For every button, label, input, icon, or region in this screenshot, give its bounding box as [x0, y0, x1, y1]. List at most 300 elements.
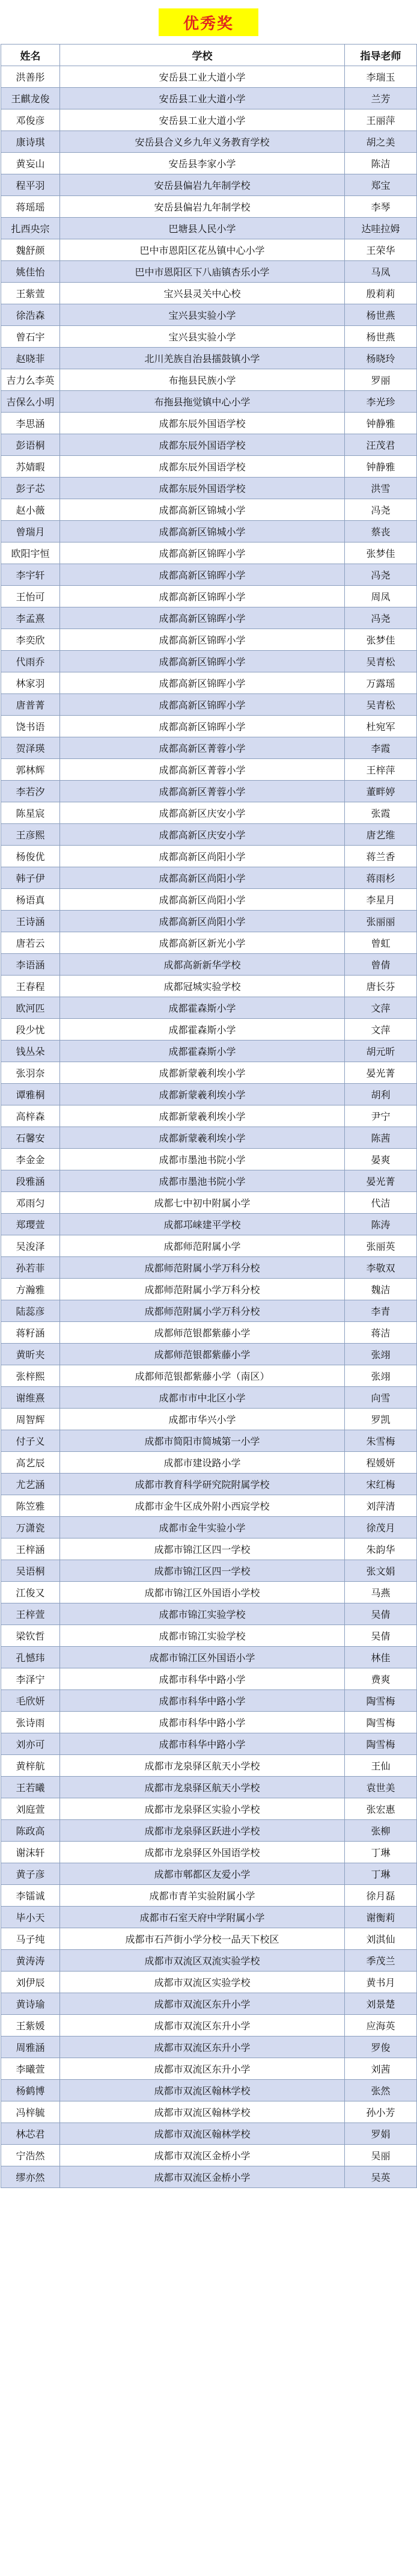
teacher-cell: 李霞 — [345, 737, 417, 759]
student-name-cell: 王怡可 — [1, 586, 60, 607]
student-name-cell: 张羽奈 — [1, 1062, 60, 1084]
table-row — [1, 846, 417, 867]
student-name-cell: 黄子彦 — [1, 1863, 60, 1885]
student-name-cell: 扎西央宗 — [1, 218, 60, 239]
student-name-cell: 周智辉 — [1, 1409, 60, 1430]
teacher-cell: 杨世燕 — [345, 304, 417, 326]
student-name-cell: 刘庭萱 — [1, 1798, 60, 1820]
table-row — [1, 88, 417, 109]
table-row — [1, 478, 417, 499]
table-row — [1, 456, 417, 478]
student-name-cell: 钱丛朵 — [1, 1041, 60, 1062]
school-cell: 成都高新区尚阳小学 — [60, 889, 345, 911]
teacher-cell: 达哇拉姆 — [345, 218, 417, 239]
table-row — [1, 1755, 417, 1777]
teacher-cell: 吴倩 — [345, 1625, 417, 1647]
table-row — [1, 1105, 417, 1127]
table-row — [1, 1062, 417, 1084]
teacher-cell: 应海英 — [345, 2015, 417, 2037]
table-row — [1, 261, 417, 283]
table-row — [1, 521, 417, 543]
teacher-cell: 胡之美 — [345, 131, 417, 153]
table-row — [1, 932, 417, 954]
school-cell: 成都市双流区东升小学 — [60, 1993, 345, 2015]
student-name-cell: 黄涛涛 — [1, 1950, 60, 1972]
teacher-cell: 张翊 — [345, 1344, 417, 1365]
school-cell: 成都市建设路小学 — [60, 1452, 345, 1474]
student-name-cell: 王麒龙俊 — [1, 88, 60, 109]
school-cell: 成都高新区锦晖小学 — [60, 607, 345, 629]
school-cell: 成都市龙泉驿区跃进小学校 — [60, 1820, 345, 1842]
student-name-cell: 彭语桐 — [1, 434, 60, 456]
school-cell: 成都市双流区双流实验学校 — [60, 1950, 345, 1972]
table-row — [1, 2015, 417, 2037]
school-cell: 安岳县工业大道小学 — [60, 88, 345, 109]
school-cell: 成都冠城实验学校 — [60, 976, 345, 997]
school-cell: 安岳县偏岩九年制学校 — [60, 174, 345, 196]
teacher-cell: 王丽萍 — [345, 109, 417, 131]
teacher-cell: 吴丽 — [345, 2145, 417, 2166]
student-name-cell: 梁钦哲 — [1, 1625, 60, 1647]
table-row — [1, 1344, 417, 1365]
school-cell: 安岳县李家小学 — [60, 153, 345, 174]
student-name-cell: 蒋籽涵 — [1, 1322, 60, 1344]
table-row — [1, 391, 417, 413]
school-cell: 成都高新区锦晖小学 — [60, 694, 345, 716]
teacher-cell: 殷莉莉 — [345, 283, 417, 304]
table-row — [1, 1539, 417, 1560]
teacher-cell: 李光珍 — [345, 391, 417, 413]
table-row — [1, 1928, 417, 1950]
teacher-cell: 蔡丧 — [345, 521, 417, 543]
table-row — [1, 889, 417, 911]
school-cell: 成都高新新华学校 — [60, 954, 345, 976]
school-cell: 成都高新区锦晖小学 — [60, 672, 345, 694]
school-cell: 成都高新区锦晖小学 — [60, 716, 345, 737]
student-name-cell: 林芯君 — [1, 2123, 60, 2145]
table-row — [1, 2058, 417, 2080]
header-teacher: 指导老师 — [345, 45, 417, 66]
teacher-cell: 徐月磊 — [345, 1885, 417, 1907]
school-cell: 成都高新区菁蓉小学 — [60, 759, 345, 781]
student-name-cell: 高艺辰 — [1, 1452, 60, 1474]
school-cell: 成都市双流区翰林学校 — [60, 2080, 345, 2101]
school-cell: 成都市锦江实验学校 — [60, 1625, 345, 1647]
student-name-cell: 谭雅桐 — [1, 1084, 60, 1105]
student-name-cell: 张梓熙 — [1, 1365, 60, 1387]
teacher-cell: 杜宛军 — [345, 716, 417, 737]
student-name-cell: 苏婧暇 — [1, 456, 60, 478]
table-row — [1, 1214, 417, 1235]
teacher-cell: 蒋洁 — [345, 1322, 417, 1344]
table-row — [1, 1972, 417, 1993]
student-name-cell: 刘亦可 — [1, 1733, 60, 1755]
student-name-cell: 王紫萱 — [1, 283, 60, 304]
teacher-cell: 吴倩 — [345, 1603, 417, 1625]
table-row — [1, 1777, 417, 1798]
student-name-cell: 刘伊辰 — [1, 1972, 60, 1993]
student-name-cell: 赵小薇 — [1, 499, 60, 521]
teacher-cell: 吴青松 — [345, 651, 417, 672]
student-name-cell: 徐浩森 — [1, 304, 60, 326]
table-row — [1, 239, 417, 261]
student-name-cell: 谢维熹 — [1, 1387, 60, 1409]
teacher-cell: 李敬双 — [345, 1257, 417, 1279]
student-name-cell: 欧阳宇恒 — [1, 543, 60, 564]
school-cell: 成都市双流区翰林学校 — [60, 2101, 345, 2123]
table-row — [1, 1647, 417, 1668]
teacher-cell: 陶雪梅 — [345, 1733, 417, 1755]
school-cell: 布拖县拖觉镇中心小学 — [60, 391, 345, 413]
school-cell: 成都高新区菁蓉小学 — [60, 737, 345, 759]
table-row — [1, 1820, 417, 1842]
school-cell: 成都市锦江实验学校 — [60, 1603, 345, 1625]
table-row — [1, 1149, 417, 1170]
student-name-cell: 杨鹤博 — [1, 2080, 60, 2101]
student-name-cell: 宁浩然 — [1, 2145, 60, 2166]
school-cell: 成都师范附属小学万科分校 — [60, 1279, 345, 1300]
teacher-cell: 刘景楚 — [345, 1993, 417, 2015]
teacher-cell: 唐艺维 — [345, 824, 417, 846]
school-cell: 成都高新区新光小学 — [60, 932, 345, 954]
school-cell: 成都高新区庆安小学 — [60, 802, 345, 824]
school-cell: 成都市双流区金桥小学 — [60, 2166, 345, 2188]
teacher-cell: 张梦佳 — [345, 543, 417, 564]
teacher-cell: 尹宁 — [345, 1105, 417, 1127]
teacher-cell: 费爽 — [345, 1668, 417, 1690]
school-cell: 成都霍森斯小学 — [60, 1041, 345, 1062]
school-cell: 成都新蒙羲利埃小学 — [60, 1105, 345, 1127]
table-row — [1, 1712, 417, 1733]
student-name-cell: 赵晓菲 — [1, 348, 60, 369]
school-cell: 成都东辰外国语学校 — [60, 456, 345, 478]
teacher-cell: 林佳 — [345, 1647, 417, 1668]
award-table — [1, 44, 417, 2188]
teacher-cell: 钟静雅 — [345, 413, 417, 434]
teacher-cell: 马凤 — [345, 261, 417, 283]
school-cell: 宝兴县实验小学 — [60, 304, 345, 326]
teacher-cell: 周凤 — [345, 586, 417, 607]
teacher-cell: 晏光菁 — [345, 1170, 417, 1192]
student-name-cell: 王春程 — [1, 976, 60, 997]
teacher-cell: 李星月 — [345, 889, 417, 911]
school-cell: 巴中市恩阳区下八庙镇杏乐小学 — [60, 261, 345, 283]
school-cell: 成都市双流区翰林学校 — [60, 2123, 345, 2145]
table-row — [1, 109, 417, 131]
school-cell: 成都新蒙羲利埃小学 — [60, 1084, 345, 1105]
table-row — [1, 174, 417, 196]
school-cell: 成都市锦江区外国语小学校 — [60, 1582, 345, 1603]
table-row — [1, 1863, 417, 1885]
teacher-cell: 陈洁 — [345, 153, 417, 174]
student-name-cell: 高梓森 — [1, 1105, 60, 1127]
student-name-cell: 王若曦 — [1, 1777, 60, 1798]
table-row — [1, 499, 417, 521]
teacher-cell: 向雪 — [345, 1387, 417, 1409]
student-name-cell: 尤艺涵 — [1, 1474, 60, 1495]
teacher-cell: 丁琳 — [345, 1863, 417, 1885]
teacher-cell: 刘萍清 — [345, 1495, 417, 1517]
teacher-cell: 杨世燕 — [345, 326, 417, 348]
student-name-cell: 吴浚泽 — [1, 1235, 60, 1257]
student-name-cell: 孙若菲 — [1, 1257, 60, 1279]
school-cell: 成都市锦江区四一学校 — [60, 1560, 345, 1582]
table-row — [1, 543, 417, 564]
table-row — [1, 586, 417, 607]
student-name-cell: 李思涵 — [1, 413, 60, 434]
table-row — [1, 564, 417, 586]
teacher-cell: 曾虹 — [345, 932, 417, 954]
table-row — [1, 1235, 417, 1257]
school-cell: 成都高新区锦晖小学 — [60, 629, 345, 651]
school-cell: 成都市科华中路小学 — [60, 1733, 345, 1755]
table-row — [1, 2037, 417, 2058]
student-name-cell: 陈笠雅 — [1, 1495, 60, 1517]
teacher-cell: 王梓萍 — [345, 759, 417, 781]
table-row — [1, 1625, 417, 1647]
teacher-cell: 李青 — [345, 1300, 417, 1322]
table-row — [1, 2145, 417, 2166]
student-name-cell: 王梓萱 — [1, 1603, 60, 1625]
student-name-cell: 陈政高 — [1, 1820, 60, 1842]
teacher-cell: 张柳 — [345, 1820, 417, 1842]
student-name-cell: 毕小天 — [1, 1907, 60, 1928]
table-row — [1, 1322, 417, 1344]
table-row — [1, 1430, 417, 1452]
table-row — [1, 737, 417, 759]
student-name-cell: 王梓涵 — [1, 1539, 60, 1560]
table-row — [1, 1907, 417, 1928]
student-name-cell: 欧河匹 — [1, 997, 60, 1019]
teacher-cell: 刘茜 — [345, 2058, 417, 2080]
student-name-cell: 饶书语 — [1, 716, 60, 737]
student-name-cell: 程平羽 — [1, 174, 60, 196]
teacher-cell: 季茂兰 — [345, 1950, 417, 1972]
school-cell: 成都高新区锦城小学 — [60, 521, 345, 543]
student-name-cell: 黄昕夹 — [1, 1344, 60, 1365]
table-row — [1, 1993, 417, 2015]
school-cell: 成都师范附属小学万科分校 — [60, 1300, 345, 1322]
student-name-cell: 王紫媛 — [1, 2015, 60, 2037]
school-cell: 成都师范附属小学万科分校 — [60, 1257, 345, 1279]
school-cell: 成都市华兴小学 — [60, 1409, 345, 1430]
table-row — [1, 1365, 417, 1387]
teacher-cell: 马燕 — [345, 1582, 417, 1603]
teacher-cell: 冯尧 — [345, 564, 417, 586]
student-name-cell: 郭林辉 — [1, 759, 60, 781]
teacher-cell: 徐茂月 — [345, 1517, 417, 1539]
teacher-cell: 袁世美 — [345, 1777, 417, 1798]
table-row — [1, 976, 417, 997]
student-name-cell: 冯梓毓 — [1, 2101, 60, 2123]
student-name-cell: 江俊又 — [1, 1582, 60, 1603]
student-name-cell: 魏舒颜 — [1, 239, 60, 261]
student-name-cell: 李曦萱 — [1, 2058, 60, 2080]
award-title-badge — [159, 8, 258, 36]
teacher-cell: 曾倩 — [345, 954, 417, 976]
student-name-cell: 代雨乔 — [1, 651, 60, 672]
teacher-cell: 晏爽 — [345, 1149, 417, 1170]
student-name-cell: 邓俊彦 — [1, 109, 60, 131]
teacher-cell: 吴英 — [345, 2166, 417, 2188]
table-row — [1, 434, 417, 456]
table-row — [1, 1041, 417, 1062]
teacher-cell: 钟静雅 — [345, 456, 417, 478]
table-row — [1, 629, 417, 651]
school-cell: 成都七中初中附属小学 — [60, 1192, 345, 1214]
header-school: 学校 — [60, 45, 345, 66]
school-cell: 成都市金牛区成外附小西宸学校 — [60, 1495, 345, 1517]
student-name-cell: 姚佳怡 — [1, 261, 60, 283]
school-cell: 成都市双流区东升小学 — [60, 2015, 345, 2037]
teacher-cell: 文萍 — [345, 997, 417, 1019]
table-row — [1, 672, 417, 694]
student-name-cell: 黄诗瑜 — [1, 1993, 60, 2015]
student-name-cell: 孔憾玮 — [1, 1647, 60, 1668]
teacher-cell: 张宏惠 — [345, 1798, 417, 1820]
student-name-cell: 吉力么李英 — [1, 369, 60, 391]
teacher-cell: 陶雪梅 — [345, 1690, 417, 1712]
teacher-cell: 张霞 — [345, 802, 417, 824]
table-row — [1, 1690, 417, 1712]
school-cell: 成都高新区锦城小学 — [60, 499, 345, 521]
school-cell: 成都市龙泉驿区外国语学校 — [60, 1842, 345, 1863]
table-row — [1, 413, 417, 434]
teacher-cell: 罗丽 — [345, 369, 417, 391]
table-row — [1, 1127, 417, 1149]
school-cell: 成都市双流区东升小学 — [60, 2058, 345, 2080]
school-cell: 宝兴县灵关中心校 — [60, 283, 345, 304]
teacher-cell: 魏洁 — [345, 1279, 417, 1300]
table-row — [1, 1452, 417, 1474]
table-row — [1, 196, 417, 218]
table-row — [1, 1279, 417, 1300]
table-row — [1, 1170, 417, 1192]
teacher-cell: 张翊 — [345, 1365, 417, 1387]
school-cell: 安岳县工业大道小学 — [60, 109, 345, 131]
table-row — [1, 153, 417, 174]
teacher-cell: 文萍 — [345, 1019, 417, 1041]
teacher-cell: 陶雪梅 — [345, 1712, 417, 1733]
school-cell: 成都高新区锦晖小学 — [60, 564, 345, 586]
teacher-cell: 程媛妍 — [345, 1452, 417, 1474]
table-row — [1, 1192, 417, 1214]
table-row — [1, 1950, 417, 1972]
teacher-cell: 孙小芳 — [345, 2101, 417, 2123]
school-cell: 成都新蒙羲利埃小学 — [60, 1127, 345, 1149]
table-row — [1, 1733, 417, 1755]
table-row — [1, 348, 417, 369]
student-name-cell: 段雅涵 — [1, 1170, 60, 1192]
table-row — [1, 2123, 417, 2145]
student-name-cell: 李语涵 — [1, 954, 60, 976]
student-name-cell: 石馨安 — [1, 1127, 60, 1149]
teacher-cell: 汪茂君 — [345, 434, 417, 456]
school-cell: 成都市科华中路小学 — [60, 1690, 345, 1712]
school-cell: 成都市双流区金桥小学 — [60, 2145, 345, 2166]
teacher-cell: 王荣华 — [345, 239, 417, 261]
teacher-cell: 胡利 — [345, 1084, 417, 1105]
table-row — [1, 304, 417, 326]
school-cell: 成都市郫都区友爱小学 — [60, 1863, 345, 1885]
student-name-cell: 唐普菁 — [1, 694, 60, 716]
table-row — [1, 607, 417, 629]
school-cell: 成都市龙泉驿区实验小学校 — [60, 1798, 345, 1820]
table-row — [1, 911, 417, 932]
school-cell: 宝兴县实验小学 — [60, 326, 345, 348]
student-name-cell: 贺泽瑛 — [1, 737, 60, 759]
table-row — [1, 1257, 417, 1279]
teacher-cell: 罗俊 — [345, 2037, 417, 2058]
school-cell: 安岳县合义乡九年义务教育学校 — [60, 131, 345, 153]
table-row — [1, 131, 417, 153]
school-cell: 成都市锦江区四一学校 — [60, 1539, 345, 1560]
table-row — [1, 1603, 417, 1625]
school-cell: 成都市墨池书院小学 — [60, 1170, 345, 1192]
school-cell: 成都市龙泉驿区航天小学校 — [60, 1755, 345, 1777]
teacher-cell: 万露瑶 — [345, 672, 417, 694]
school-cell: 成都市简阳市简城第一小学 — [60, 1430, 345, 1452]
school-cell: 成都高新区庆安小学 — [60, 824, 345, 846]
table-row — [1, 1300, 417, 1322]
student-name-cell: 缪亦然 — [1, 2166, 60, 2188]
teacher-cell: 胡元昕 — [345, 1041, 417, 1062]
table-row — [1, 218, 417, 239]
school-cell: 成都市双流区东升小学 — [60, 2037, 345, 2058]
teacher-cell: 李瑞玉 — [345, 66, 417, 88]
school-cell: 成都市科华中路小学 — [60, 1712, 345, 1733]
table-row — [1, 781, 417, 802]
student-name-cell: 洪善彤 — [1, 66, 60, 88]
header-name: 姓名 — [1, 45, 60, 66]
student-name-cell: 曾瑞月 — [1, 521, 60, 543]
student-name-cell: 韩子伊 — [1, 867, 60, 889]
student-name-cell: 王诗涵 — [1, 911, 60, 932]
student-name-cell: 谢沫轩 — [1, 1842, 60, 1863]
student-name-cell: 马子纯 — [1, 1928, 60, 1950]
school-cell: 成都师范银都紫藤小学 — [60, 1344, 345, 1365]
table-row — [1, 1019, 417, 1041]
table-row — [1, 716, 417, 737]
student-name-cell: 康诗琪 — [1, 131, 60, 153]
school-cell: 安岳县工业大道小学 — [60, 66, 345, 88]
school-cell: 成都东辰外国语学校 — [60, 434, 345, 456]
teacher-cell: 吴青松 — [345, 694, 417, 716]
teacher-cell: 唐长芬 — [345, 976, 417, 997]
school-cell: 成都市双流区实验学校 — [60, 1972, 345, 1993]
school-cell: 成都东辰外国语学校 — [60, 478, 345, 499]
teacher-cell: 蒋兰香 — [345, 846, 417, 867]
school-cell: 成都新蒙羲利埃小学 — [60, 1062, 345, 1084]
table-row — [1, 1842, 417, 1863]
teacher-cell: 张丽英 — [345, 1235, 417, 1257]
teacher-cell: 陈涛 — [345, 1214, 417, 1235]
student-name-cell: 吉保么小明 — [1, 391, 60, 413]
student-name-cell: 李金金 — [1, 1149, 60, 1170]
table-row — [1, 867, 417, 889]
school-cell: 成都东辰外国语学校 — [60, 413, 345, 434]
student-name-cell: 杨语真 — [1, 889, 60, 911]
school-cell: 成都师范银都紫藤小学（南区） — [60, 1365, 345, 1387]
school-cell: 成都霍森斯小学 — [60, 1019, 345, 1041]
student-name-cell: 彭子芯 — [1, 478, 60, 499]
school-cell: 成都高新区锦晖小学 — [60, 543, 345, 564]
table-row — [1, 954, 417, 976]
school-cell: 成都市锦江区外国语小学 — [60, 1647, 345, 1668]
student-name-cell: 蒋瑶瑶 — [1, 196, 60, 218]
table-row — [1, 1409, 417, 1430]
table-row — [1, 2101, 417, 2123]
